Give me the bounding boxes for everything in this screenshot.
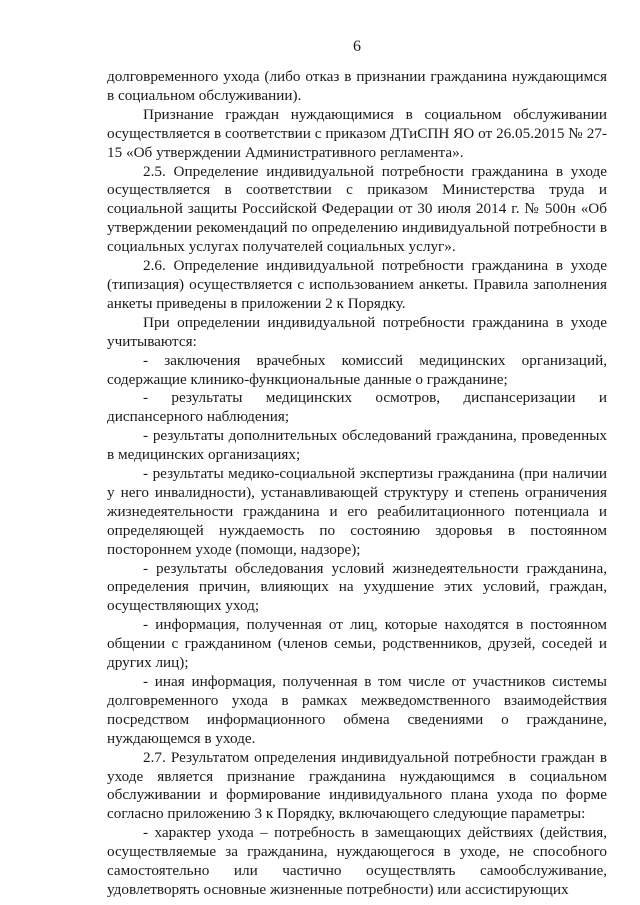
list-item: - результаты медико-социальной экспертизы гражданина (при наличии у него инвалидности), устанавливающей структуру и степень ограничения жизнедеятельности гражданина и его реабилитационного потенциала и определяющей нуждаемость по состоянию здоровья в постоянном постороннем уходе (помощи, надзоре);	[107, 465, 607, 558]
paragraph-considered-intro: При определении индивидуальной потребности гражданина в уходе учитываются:	[107, 313, 607, 350]
list-item: - характер ухода – потребность в замещающих действиях (действия, осуществляемые за гражданина, нуждающегося в уходе, не способного самостоятельно или частично осуществлять самообслуживание, удовлетворять основные жизненные потребности) или ассистирующих	[107, 824, 607, 898]
list-item: - заключения врачебных комиссий медицинских организаций, содержащие клинико-функциональные данные о гражданине;	[107, 351, 607, 388]
page-number: 6	[353, 38, 361, 55]
list-item: - информация, полученная от лиц, которые находятся в постоянном общении с гражданином (членов семьи, родственников, друзей, соседей и других лиц);	[107, 616, 607, 672]
paragraph-2-5: 2.5. Определение индивидуальной потребности гражданина в уходе осуществляется в соответствии с приказом Министерства труда и социальной защиты Российской Федерации от 30 июля 2014 г. № 500н «Об утверждении рекомендаций по определению индивидуальной потребности в социальных услугах получателей социальных услуг».	[107, 162, 607, 256]
list-item: - иная информация, полученная в том числе от участников системы долговременного ухода в рамках межведомственного взаимодействия посредством информационного обмена сведениями о гражданине, нуждающемся в уходе.	[107, 673, 607, 747]
list-item: - результаты медицинских осмотров, диспансеризации и диспансерного наблюдения;	[107, 389, 607, 426]
paragraph-2-7: 2.7. Результатом определения индивидуальной потребности граждан в уходе является признание гражданина нуждающимся в социальном обслуживании и формирование индивидуального плана ухода по форме согласно приложению 3 к Порядку, включающего следующие параметры:	[107, 748, 607, 823]
paragraph-continuation: долговременного ухода (либо отказ в признании гражданина нуждающимся в социальном обслуживании).	[107, 68, 607, 104]
list-item: - результаты обследования условий жизнедеятельности гражданина, определения причин, влияющих на ухудшение этих условий, граждан, осуществляющих уход;	[107, 559, 607, 615]
paragraph-recognition-order: Признание граждан нуждающимися в социальном обслуживании осуществляется в соответствии с приказом ДТиСПН ЯО от 26.05.2015 № 27-15 «Об утверждении Административного регламента».	[107, 105, 607, 161]
paragraph-2-6: 2.6. Определение индивидуальной потребности гражданина в уходе (типизация) осуществляется с использованием анкеты. Правила заполнения анкеты приведены в приложении 2 к Порядку.	[107, 257, 607, 312]
list-item: - результаты дополнительных обследований гражданина, проведенных в медицинских организациях;	[107, 427, 607, 464]
